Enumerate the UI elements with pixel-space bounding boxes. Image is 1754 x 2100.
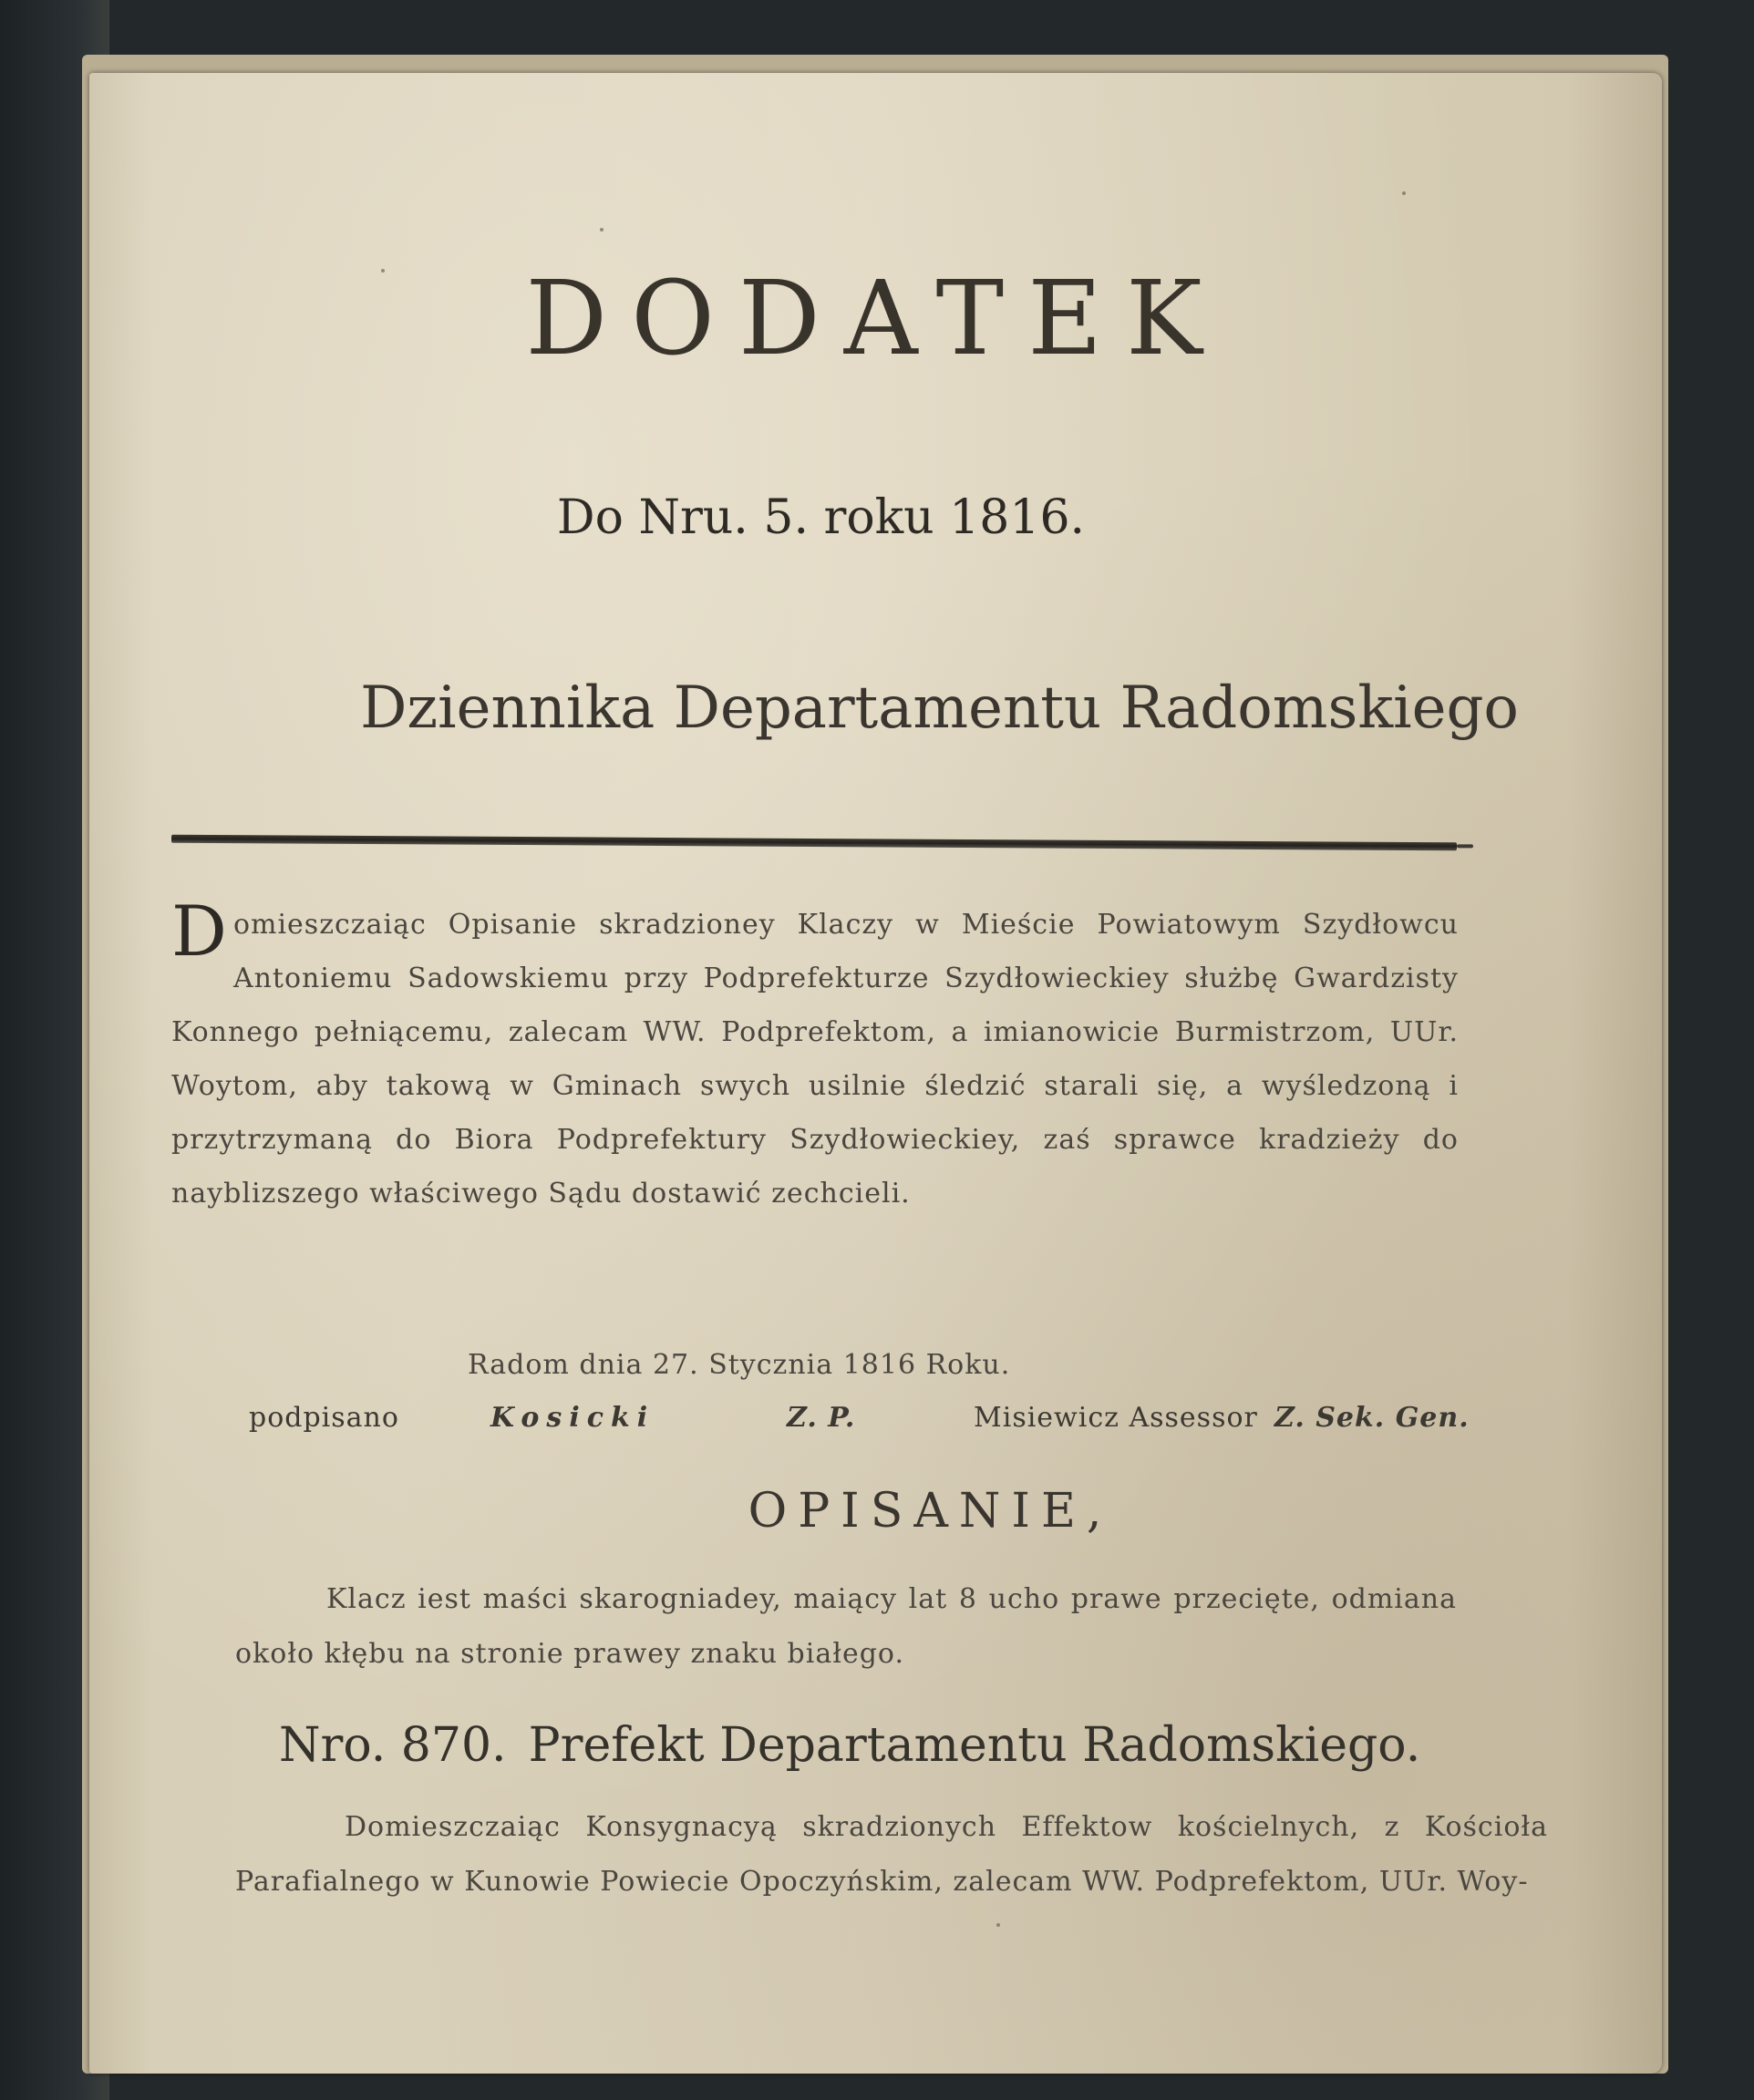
signatory-name: Kosicki bbox=[490, 1402, 655, 1434]
section-body bbox=[235, 1800, 1548, 1910]
dateline: Radom dnia 27. Stycznia 1816 Roku. bbox=[468, 1349, 1011, 1381]
assessor-signature: Misiewicz Assessor bbox=[974, 1402, 1258, 1434]
section-heading bbox=[279, 1718, 1420, 1773]
signed-label: podpisano bbox=[249, 1402, 399, 1434]
paper-speck bbox=[600, 228, 604, 232]
description-heading: OPISANIE, bbox=[748, 1484, 1113, 1539]
paper-speck bbox=[381, 269, 385, 273]
journal-name: Dziennika Departamentu Radomskiego bbox=[360, 674, 1519, 742]
paper-speck bbox=[996, 1923, 1000, 1927]
page-title: DODATEK bbox=[525, 260, 1226, 378]
notice-text: omieszczaiąc Opisanie skradzioney Klaczy w Mieście Powiatowym Szydłowcu Antoniemu Sadowskiemu przy Podprefekturze Szydłowieckiey służbę Gwardzisty Konnego pełniącemu, zalecam WW. Podprefektom, a imianowicie Burmistrzom, UUr. Woytom, aby takową w Gminach swych usilnie śledzić starali się, a wyśledzoną i przytrzymaną do Biora Podprefektury Szydłowieckiey, zaś sprawce kradzieży do nayblizszego właściwego Sądu dostawić zechcieli. bbox=[171, 909, 1459, 1210]
header-rule bbox=[171, 835, 1457, 851]
description-text: Klacz iest maści skarogniadey, maiący lat 8 ucho prawe przecięte, odmiana około kłębu na stronie prawey znaku białego. bbox=[235, 1583, 1457, 1670]
section-text: Domieszczaiąc Konsygnacyą skradzionych Effektow kościelnych, z Kościoła Parafialnego w Kunowie Powiecie Opoczyńskim, zalecam WW. Podprefektom, UUr. Woy- bbox=[235, 1811, 1548, 1898]
drop-cap: D bbox=[171, 890, 228, 972]
signatory-initials: Z. P. bbox=[787, 1402, 856, 1434]
document-page bbox=[89, 73, 1662, 2074]
secretary-signature: Z. Sek. Gen. bbox=[1274, 1402, 1470, 1434]
paper-speck bbox=[1402, 191, 1406, 195]
issue-line: Do Nru. 5. roku 1816. bbox=[556, 490, 1086, 545]
notice-body bbox=[171, 890, 1459, 1220]
description-body bbox=[235, 1572, 1457, 1682]
section-title: Prefekt Departamentu Radomskiego. bbox=[528, 1718, 1421, 1773]
section-number: Nro. 870. bbox=[279, 1718, 507, 1773]
